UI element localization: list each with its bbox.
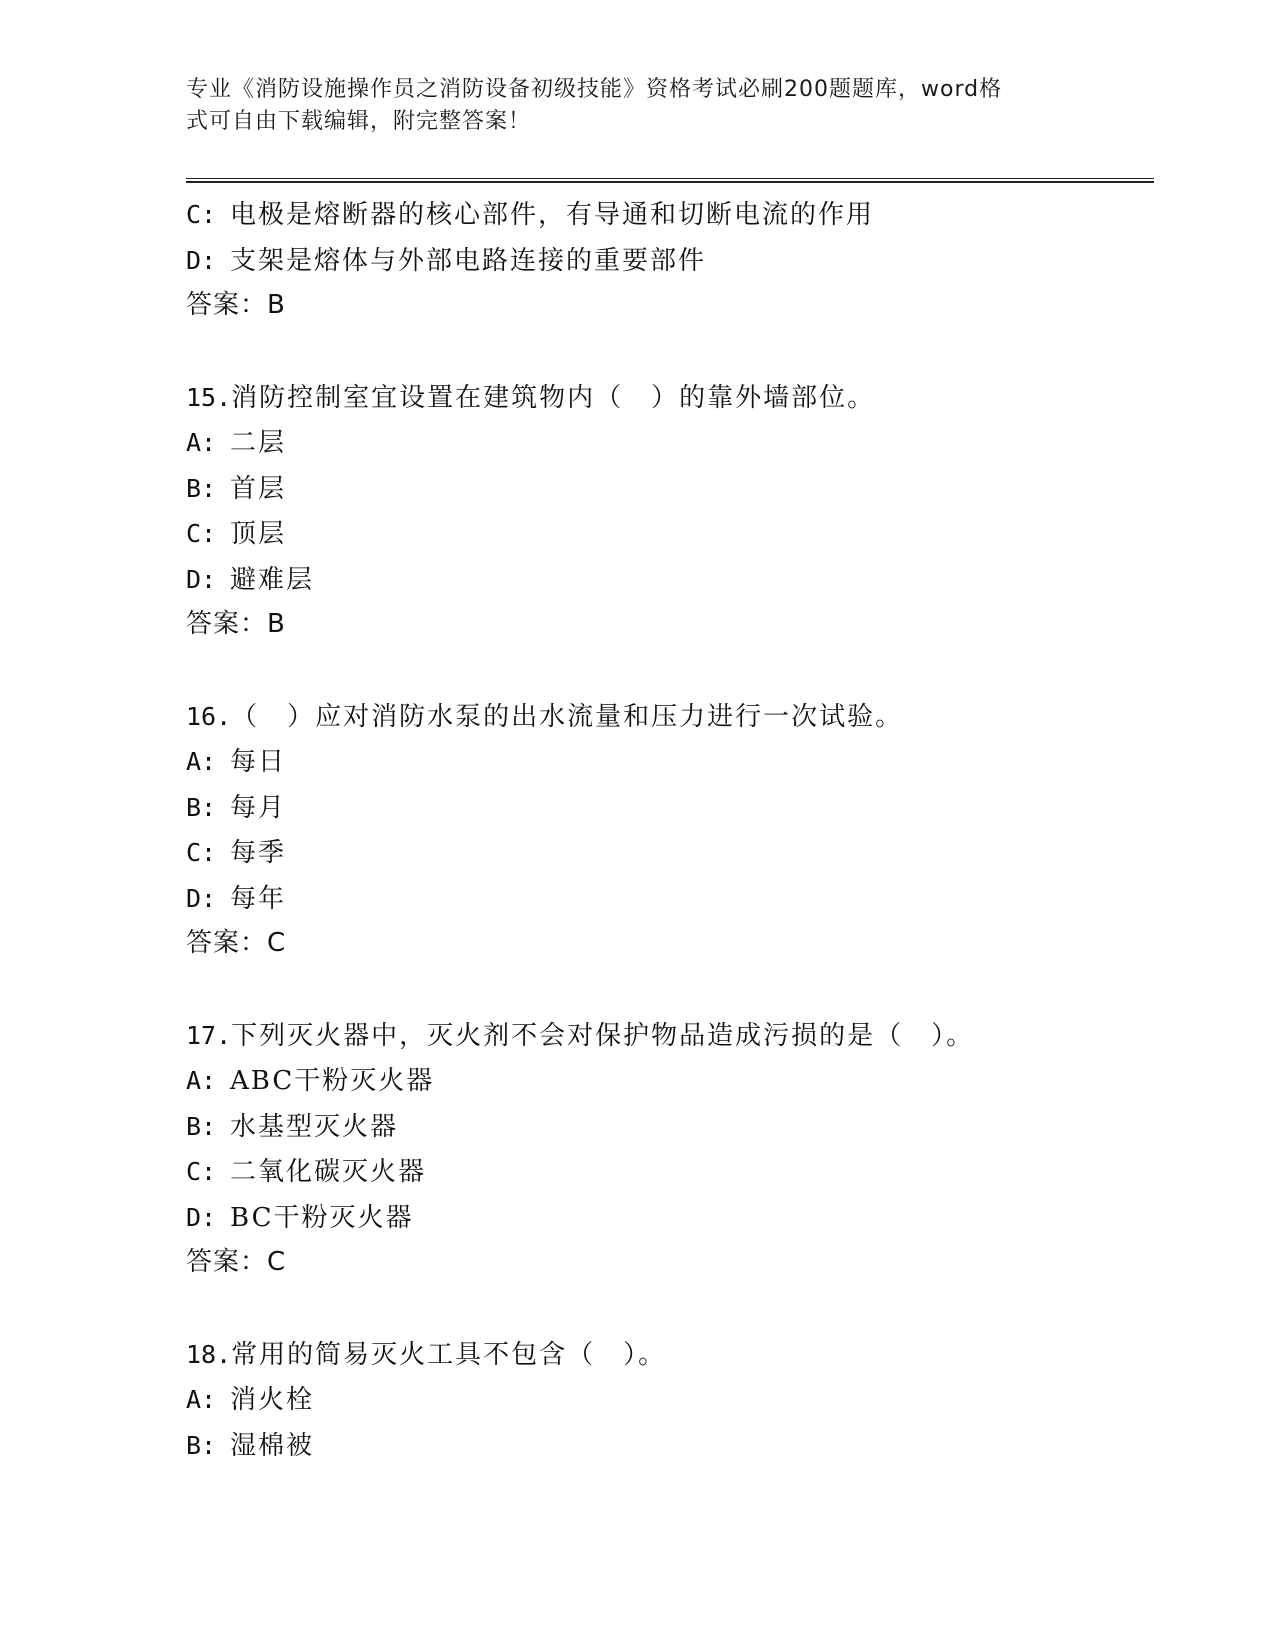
answer-line: 答案：B — [186, 290, 286, 320]
option-text: 电极是熔断器的核心部件，有导通和切断电流的作用 — [230, 200, 875, 230]
option-text: 每月 — [230, 792, 287, 823]
answer-line: 答案：C — [186, 928, 287, 958]
option-letter: C: — [186, 838, 217, 867]
option-d — [186, 1195, 1154, 1241]
spacer — [186, 1286, 1154, 1332]
header-divider-thick — [186, 181, 1154, 183]
option-a — [186, 739, 1154, 785]
option-c — [186, 830, 1154, 876]
option-text: 消火栓 — [230, 1385, 315, 1415]
header-line-2: 式可自由下载编辑，附完整答案！ — [186, 109, 532, 134]
option-a — [186, 1377, 1154, 1423]
option-text: 湿棉被 — [230, 1430, 315, 1461]
option-text: 二氧化碳灭火器 — [230, 1157, 427, 1187]
option-text: ABC干粉灭火器 — [230, 1066, 435, 1096]
option-b — [186, 466, 1154, 512]
option-b — [186, 785, 1154, 831]
option-letter: C: — [186, 519, 217, 548]
question-17-stem — [186, 1013, 1154, 1059]
option-c — [186, 511, 1154, 557]
question-number: 15. — [186, 382, 232, 412]
option-a — [186, 420, 1154, 466]
option-a — [186, 1058, 1154, 1104]
option-d — [186, 557, 1154, 603]
option-c — [186, 192, 1154, 238]
option-b — [186, 1104, 1154, 1150]
option-letter: D: — [186, 245, 217, 275]
option-letter: A: — [186, 1385, 217, 1414]
question-18-stem — [186, 1332, 1154, 1378]
question-number: 17. — [186, 1020, 232, 1050]
question-16-stem — [186, 694, 1154, 740]
option-text: 支架是熔体与外部电路连接的重要部件 — [230, 245, 707, 276]
question-text: （ ）应对消防水泵的出水流量和压力进行一次试验。 — [231, 701, 904, 732]
header-line-1: 专业《消防设施操作员之消防设备初级技能》资格考试必刷200题题库，word格 — [186, 77, 1003, 102]
option-letter: C: — [186, 1157, 217, 1186]
spacer — [186, 648, 1154, 694]
option-letter: D: — [186, 883, 217, 913]
question-list — [186, 192, 1154, 1468]
option-d — [186, 876, 1154, 922]
option-c — [186, 1149, 1154, 1195]
option-letter: B: — [186, 1111, 217, 1141]
document-header — [186, 74, 1066, 138]
option-letter: A: — [186, 747, 217, 776]
option-text: BC干粉灭火器 — [230, 1202, 414, 1233]
option-d — [186, 238, 1154, 284]
option-letter: A: — [186, 428, 217, 457]
option-letter: B: — [186, 792, 217, 822]
option-text: 每日 — [230, 747, 287, 777]
option-text: 每年 — [230, 883, 287, 914]
option-letter: B: — [186, 1430, 217, 1460]
answer-line: 答案：C — [186, 1247, 287, 1277]
option-letter: A: — [186, 1066, 217, 1095]
option-b — [186, 1423, 1154, 1469]
question-15-stem — [186, 375, 1154, 421]
option-text: 避难层 — [230, 564, 315, 595]
option-letter: B: — [186, 473, 217, 503]
answer-line: 答案：B — [186, 609, 286, 639]
option-text: 二层 — [230, 428, 287, 458]
option-letter: C: — [186, 200, 217, 229]
spacer — [186, 329, 1154, 375]
question-text: 消防控制室宜设置在建筑物内（ ）的靠外墙部位。 — [231, 382, 876, 413]
option-text: 每季 — [230, 838, 287, 868]
question-text: 常用的简易灭火工具不包含（ ）。 — [231, 1339, 667, 1370]
option-text: 顶层 — [230, 519, 287, 549]
question-text: 下列灭火器中，灭火剂不会对保护物品造成污损的是（ ）。 — [231, 1020, 975, 1051]
option-letter: D: — [186, 564, 217, 594]
option-text: 首层 — [230, 473, 287, 504]
option-text: 水基型灭火器 — [230, 1111, 399, 1142]
question-number: 16. — [186, 701, 232, 731]
question-number: 18. — [186, 1339, 232, 1369]
header-divider-thin — [186, 178, 1154, 179]
spacer — [186, 967, 1154, 1013]
option-letter: D: — [186, 1202, 217, 1232]
